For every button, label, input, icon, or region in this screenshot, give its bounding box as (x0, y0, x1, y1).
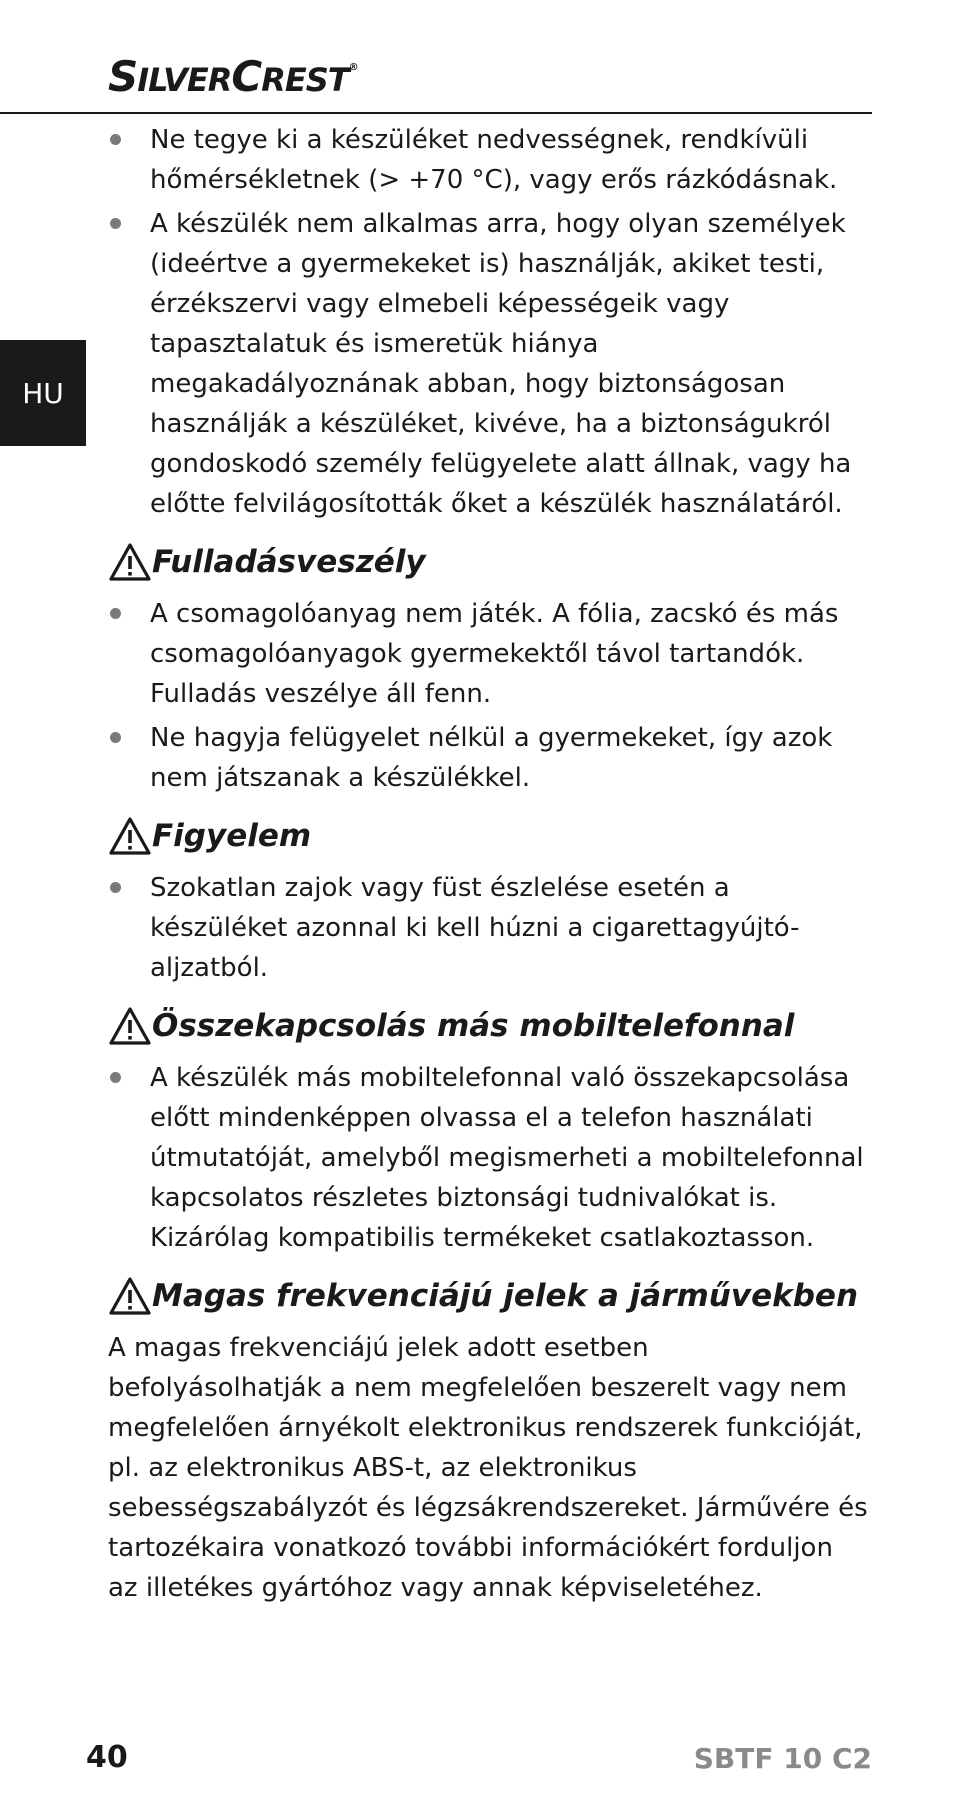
hf-signals-paragraph: A magas frekvenciájú jelek adott esetben befolyásolhatják a nem megfelelően beszerelt vagy nem megfelelően árnyékolt elektronikus rendszerek funkcióját, pl. az elektronikus ABS-t, az elektronikus sebességszabályzót és légzsákrendszereket. Járművére és tartozékaira vonatkozó további információkért forduljon az illetékes gyártóhoz vagy annak képviseletéhez. (108, 1333, 868, 1603)
list-item: A készülék más mobiltelefonnal való összekapcsolása előtt mindenképpen olvassa el a telefon használati útmutatóját, amelyből megismerheti a mobiltelefonnal kapcsolatos részletes biztonsági tudnivalókat is. Kizárólag kompatibilis termékeket csatlakoztasson. (108, 1058, 868, 1258)
list-item: Ne hagyja felügyelet nélkül a gyermekeket, így azok nem játszanak a készülékkel. (108, 718, 868, 798)
attention-bullet-list (108, 868, 868, 988)
section-heading-attention (108, 814, 868, 858)
section-title: Fulladásveszély (152, 544, 426, 580)
warning-triangle-icon (108, 1276, 152, 1316)
warning-triangle-icon (108, 1006, 152, 1046)
section-heading-hf-signals (108, 1274, 868, 1318)
language-tab (0, 340, 86, 446)
list-item: Szokatlan zajok vagy füst észlelése esetén a készüléket azonnal ki kell húzni a cigarettagyújtó-aljzatból. (108, 868, 868, 988)
suffocation-bullet-list (108, 594, 868, 798)
warning-triangle-icon (108, 816, 152, 856)
section-title: Összekapcsolás más mobiltelefonnal (152, 1008, 795, 1044)
section-title: Figyelem (152, 818, 312, 854)
page-content (108, 120, 868, 1608)
list-item: A készülék nem alkalmas arra, hogy olyan személyek (ideértve a gyermekeket is) használják, akiket testi, érzékszervi vagy elmebeli képességeik vagy tapasztalatuk és ismeretük hiánya megakadályoznának abban, hogy biztonságosan használják a készüléket, kivéve, ha a biztonságukról gondoskodó személy felügyelete alatt állnak, vagy ha előtte felvilágosították őket a készülék használatáról. (108, 204, 868, 524)
model-number: SBTF 10 C2 (693, 1742, 872, 1775)
page-number: 40 (86, 1740, 128, 1775)
section-heading-suffocation (108, 540, 868, 584)
section-title: Magas frekvenciájú jelek a járművekben (152, 1278, 859, 1314)
section-heading-pairing (108, 1004, 868, 1048)
list-item: Ne tegye ki a készüléket nedvességnek, rendkívüli hőmérsékletnek (> +70 °C), vagy erős rázkódásnak. (108, 120, 868, 200)
list-item: A csomagolóanyag nem játék. A fólia, zacskó és más csomagolóanyagok gyermekektől távol tartandók. Fulladás veszélye áll fenn. (108, 594, 868, 714)
brand-logo: SILVERCREST® (108, 52, 358, 101)
warning-triangle-icon (108, 542, 152, 582)
language-tab-label: HU (22, 376, 64, 410)
header-rule (0, 112, 872, 114)
intro-bullet-list (108, 120, 868, 524)
pairing-bullet-list (108, 1058, 868, 1258)
